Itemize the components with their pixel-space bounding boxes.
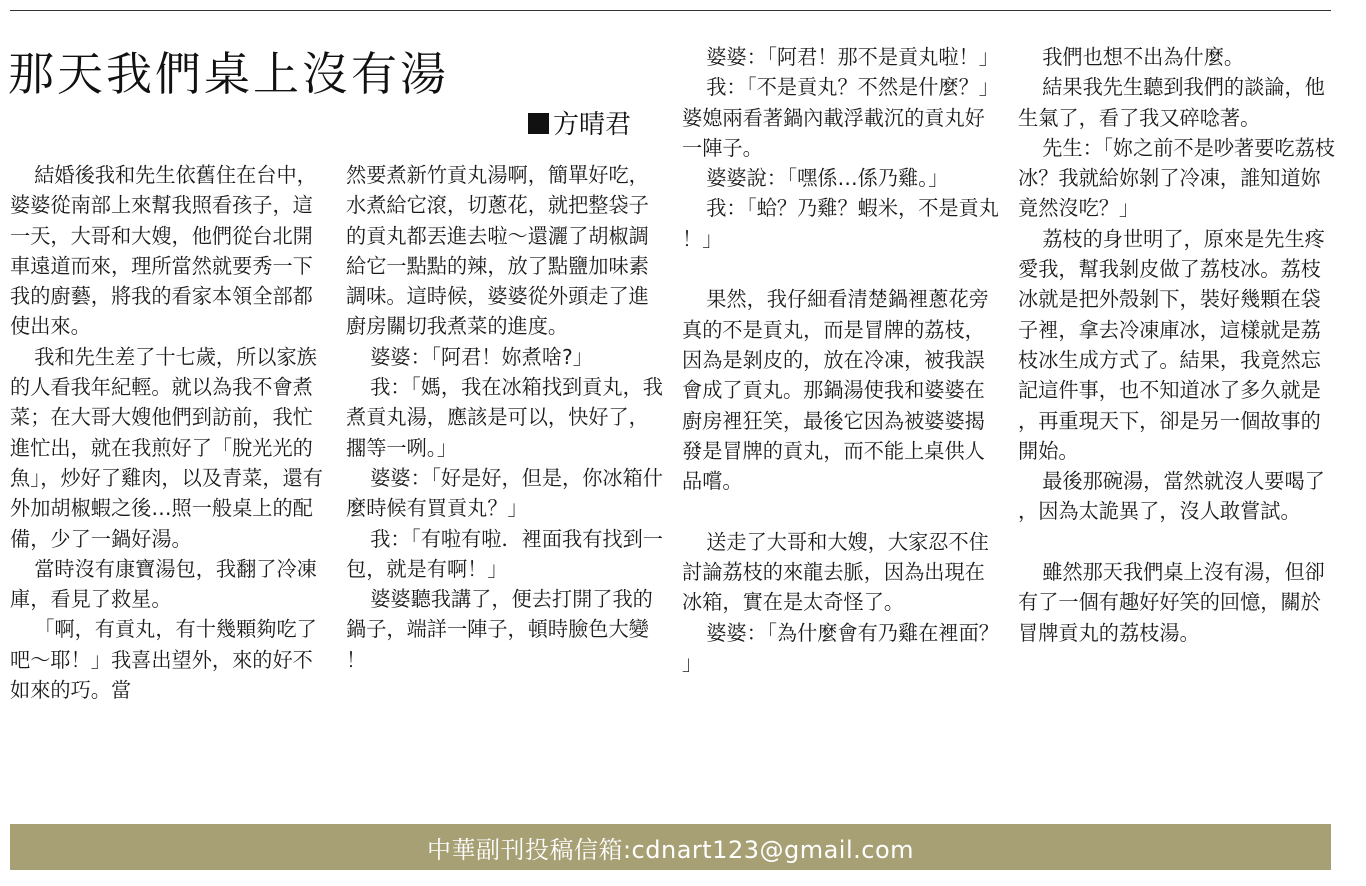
- byline: [528, 108, 631, 142]
- paragraph: [682, 496, 1000, 526]
- article-column-4: [1018, 42, 1336, 648]
- paragraph: 「啊，有貢丸，有十幾顆夠吃了吧～耶！」我喜出望外，來的好不如來的巧。當: [10, 617, 317, 703]
- paragraph: 婆婆：「好是好，但是，你冰箱什麼時候有買貢丸？」: [346, 465, 663, 521]
- paragraph: 當時沒有康寶湯包，我翻了冷凍庫，看見了救星。: [10, 556, 317, 612]
- author-name: 方晴君: [553, 110, 632, 140]
- paragraph: 我：「蛤？乃雞？蝦米，不是貢丸！」: [682, 196, 999, 251]
- paragraph: 果然，我仔細看清楚鍋裡蔥花旁真的不是貢丸，而是冒牌的荔枝，因為是剝皮的，放在冷凍，被我誤會成了貢丸。那鍋湯使我和婆婆在廚房裡狂笑，最後它因為被婆婆揭發是冒牌的貢丸，而不能上桌供人品嚐。: [682, 287, 989, 494]
- paragraph: [1018, 527, 1336, 557]
- paragraph: 最後那碗湯，當然就沒人要喝了，因為太詭異了，沒人敢嘗試。: [1018, 469, 1325, 524]
- paragraph: 我：「不是貢丸？不然是什麼？」婆媳兩看著鍋內載浮載沉的貢丸好一陣子。: [682, 75, 999, 160]
- footer-band: [10, 824, 1331, 870]
- paragraph: 婆婆：「為什麼會有乃雞在裡面？」: [682, 620, 999, 675]
- top-rule: [10, 10, 1331, 11]
- submission-email: 中華副刊投稿信箱:cdnart123@gmail.com: [426, 835, 915, 864]
- paragraph: 婆婆說：「嘿係…係乃雞。」: [706, 166, 949, 191]
- paragraph: 婆婆：「阿君！妳煮啥?」: [370, 344, 593, 369]
- byline-square-mark: [528, 113, 549, 134]
- paragraph: 然要煮新竹貢丸湯啊，簡單好吃，水煮給它滾，切蔥花，就把整袋子的貢丸都丟進去啦～還灑了胡椒調給它一點點的辣，放了點鹽加味素調味。這時候，婆婆從外頭走了進廚房關切我煮菜的進度。: [346, 163, 649, 339]
- paragraph: 荔枝的身世明了，原來是先生疼愛我，幫我剝皮做了荔枝冰。荔枝冰就是把外殼剝下，裝好幾顆在袋子裡，拿去冷凍庫冰，這樣就是荔枝冰生成方式了。結果，我竟然忘記這件事，也不知道冰了多久就是，再重現天下，卻是另一個故事的開始。: [1018, 226, 1325, 463]
- paragraph: 送走了大哥和大嫂，大家忍不住討論荔枝的來龍去脈，因為出現在冰箱，實在是太奇怪了。: [682, 529, 989, 615]
- paragraph: 結婚後我和先生依舊住在台中，婆婆從南部上來幫我照看孩子，這一天，大哥和大嫂，他們從台北開車遠道而來，理所當然就要秀一下我的廚藝，將我的看家本領全部都使出來。: [10, 163, 317, 339]
- paragraph: [682, 254, 1000, 284]
- paragraph: 我：「媽，我在冰箱找到貢丸，我煮貢丸湯，應該是可以，快好了，擱等一咧。」: [346, 375, 663, 460]
- article-column-3: [682, 42, 1000, 678]
- article-title: 那天我們桌上沒有湯: [8, 47, 449, 101]
- paragraph: 結果我先生聽到我們的談論，他生氣了，看了我又碎唸著。: [1018, 75, 1325, 130]
- paragraph: 我和先生差了十七歲，所以家族的人看我年紀輕。就以為我不會煮菜；在大哥大嫂他們到訪前，我忙進忙出，就在我煎好了「脫光光的魚」，炒好了雞肉，以及青菜，還有外加胡椒蝦之後…照一般桌上的配備，少了一鍋好湯。: [10, 344, 323, 551]
- paragraph: 婆婆：「阿君！那不是貢丸啦！」: [706, 45, 999, 69]
- paragraph: 雖然那天我們桌上沒有湯，但卻有了一個有趣好好笑的回憶，關於冒牌貢丸的荔枝湯。: [1018, 560, 1325, 645]
- paragraph: 我們也想不出為什麼。: [1042, 45, 1245, 69]
- article-column-1: [10, 160, 328, 705]
- paragraph: 婆婆聽我講了，便去打開了我的鍋子，端詳一陣子，頓時臉色大變！: [346, 587, 653, 672]
- paragraph: 我：「有啦有啦．裡面我有找到一包，就是有啊！」: [346, 526, 663, 581]
- paragraph: 先生：「妳之前不是吵著要吃荔枝冰？我就給妳剝了冷凍，誰知道妳竟然沒吃？」: [1018, 135, 1335, 221]
- article-column-2: [346, 160, 664, 675]
